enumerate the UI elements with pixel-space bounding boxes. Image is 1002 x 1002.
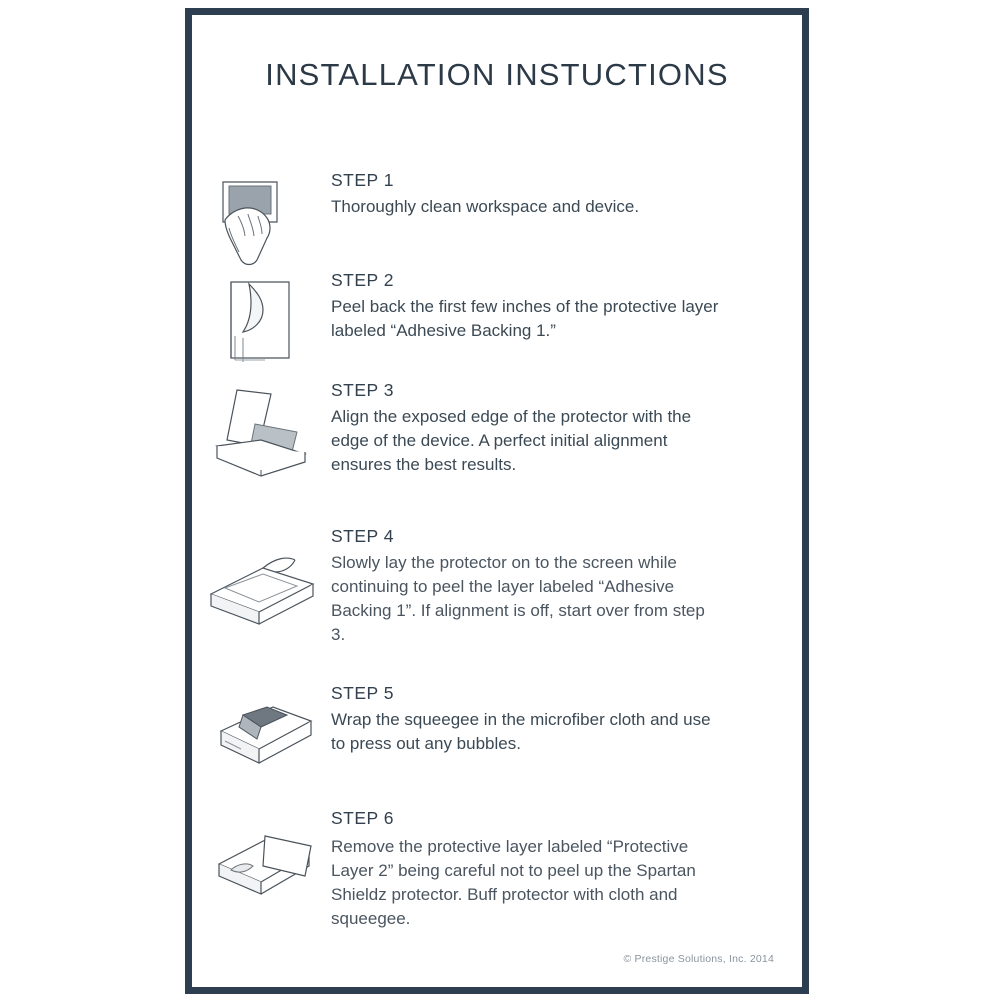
step-2-illustration [192, 270, 327, 374]
step-1-label: STEP 1 [331, 170, 394, 190]
step-2-body: Peel back the first few inches of the protective layer labeled “Adhesive Backing 1.” [331, 297, 719, 341]
step-4-label: STEP 4 [331, 526, 394, 546]
step-4-illustration [192, 508, 327, 658]
list-item [192, 170, 802, 270]
hand-wiping-cloth-icon [205, 174, 315, 269]
step-3-body: Align the exposed edge of the protector with the edge of the device. A perfect initial alignment ensures the best results. [331, 407, 692, 475]
step-6-label: STEP 6 [331, 808, 394, 828]
aligning-protector-on-device-icon [201, 384, 319, 494]
copyright-notice: © Prestige Solutions, Inc. 2014 [623, 953, 774, 965]
step-4-text [327, 508, 745, 648]
step-2-text [327, 270, 745, 343]
step-2-label: STEP 2 [331, 270, 394, 290]
step-5-illustration [192, 673, 327, 796]
step-3-label: STEP 3 [331, 380, 394, 400]
peeling-film-corner-icon [205, 274, 315, 374]
step-1-body: Thoroughly clean workspace and device. [331, 197, 640, 216]
list-item [192, 508, 802, 673]
list-item [192, 788, 802, 929]
page-border [185, 8, 809, 994]
step-5-body: Wrap the squeegee in the microfiber cloth and use to press out any bubbles. [331, 710, 711, 754]
step-5-text [327, 673, 745, 756]
page-title: INSTALLATION INSTUCTIONS [265, 57, 729, 92]
step-3-text [327, 380, 745, 477]
squeegee-pressing-bubbles-icon [201, 677, 319, 796]
step-1-text [327, 170, 663, 219]
steps-list [192, 170, 802, 929]
step-1-illustration [192, 170, 327, 269]
list-item [192, 380, 802, 508]
step-3-illustration [192, 380, 327, 494]
step-6-body: Remove the protective layer labeled “Protective Layer 2” being careful not to peel up the Spartan Shieldz protector. Buff protector with cloth and squeegee. [331, 836, 696, 929]
list-item [192, 673, 802, 788]
removing-top-layer-icon [201, 792, 319, 928]
step-5-label: STEP 5 [331, 683, 394, 703]
page-content [192, 15, 802, 987]
laying-protector-flat-icon [197, 512, 322, 658]
step-6-text [327, 788, 745, 931]
step-6-illustration [192, 788, 327, 928]
list-item [192, 270, 802, 380]
step-4-body: Slowly lay the protector on to the screen while continuing to peel the layer labeled “Adhesive Backing 1”. If alignment is off, start over from step 3. [331, 553, 705, 645]
